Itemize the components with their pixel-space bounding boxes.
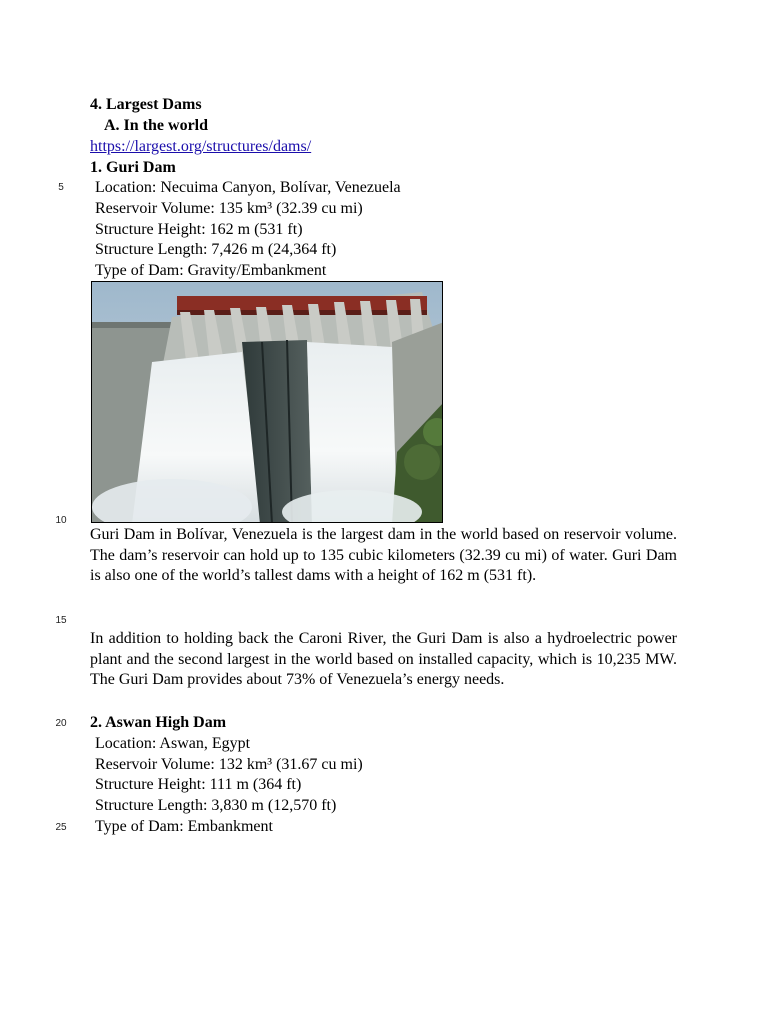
dam1-title: 1. Guri Dam [90, 159, 176, 176]
dam1-volume: Reservoir Volume: 135 km³ (32.39 cu mi) [95, 200, 363, 217]
subsection-heading: A. In the world [104, 117, 209, 134]
dam2-volume: Reservoir Volume: 132 km³ (31.67 cu mi) [95, 756, 363, 773]
dam2-length: Structure Length: 3,830 m (12,570 ft) [95, 797, 337, 814]
section-heading: 4. Largest Dams [90, 96, 202, 113]
dam1-description: Guri Dam in Bolívar, Venezuela is the largest dam in the world based on reservoir volume. The dam’s reservoir can hold up to 135 cubic kilometers (32.39 cu mi) of water. Guri Dam is also one of the world’s tallest dams with a height of 162 m (531 ft). [90, 526, 677, 584]
line-number-25: 25 [55, 822, 67, 833]
line-number-5: 5 [58, 182, 64, 193]
dam1-type: Type of Dam: Gravity/Embankment [95, 262, 327, 279]
line-number-20: 20 [55, 718, 67, 729]
dam1-power-description: In addition to holding back the Caroni River, the Guri Dam is also a hydroelectric power plant and the second largest in the world based on installed capacity, which is 10,235 MW. The Guri Dam provides about 73% of Venezuela’s energy needs. [90, 630, 677, 688]
dam1-length: Structure Length: 7,426 m (24,364 ft) [95, 241, 337, 258]
dam2-type: Type of Dam: Embankment [95, 818, 273, 835]
dam2-title: 2. Aswan High Dam [90, 714, 227, 731]
line-number-15: 15 [55, 615, 67, 626]
dam2-location: Location: Aswan, Egypt [95, 735, 251, 752]
dam1-location: Location: Necuima Canyon, Bolívar, Venezuela [95, 179, 401, 196]
source-link[interactable]: https://largest.org/structures/dams/ [90, 138, 312, 155]
line-number-10: 10 [55, 515, 67, 526]
dam1-height: Structure Height: 162 m (531 ft) [95, 221, 303, 238]
dam2-height: Structure Height: 111 m (364 ft) [95, 776, 302, 793]
guri-dam-photo [91, 281, 443, 523]
